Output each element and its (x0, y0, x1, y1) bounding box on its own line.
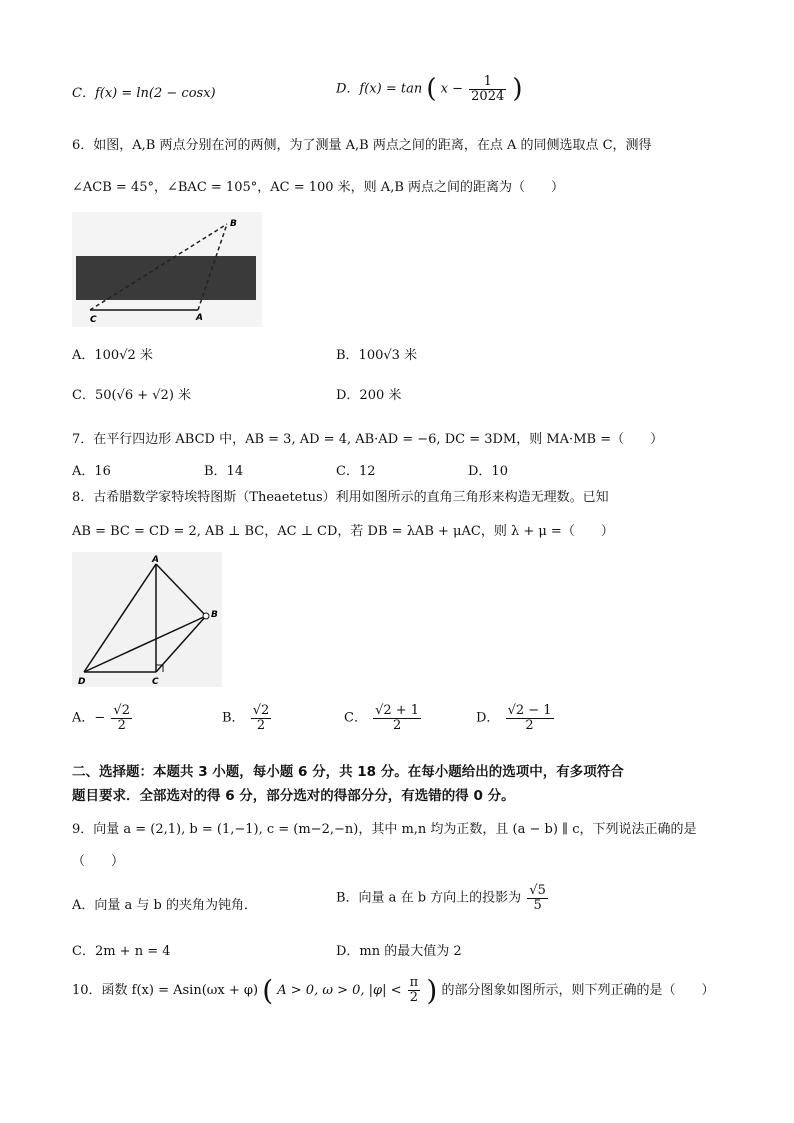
option-fraction (373, 704, 421, 732)
fraction-numerator: √5 (529, 883, 546, 898)
fraction-denominator: 2 (256, 717, 266, 733)
section-2-heading-line2: 题目要求．全部选对的得 6 分，部分选对的得部分分，有选错的得 0 分。 (72, 788, 515, 804)
q7-option-d: D．10 (468, 464, 508, 479)
option-prefix: A．− (72, 710, 106, 726)
q6-river-figure (72, 212, 262, 327)
option-prefix: B．向量 a 在 b 方向上的投影为 (336, 890, 522, 906)
q7-option-a: A．16 (72, 464, 111, 479)
q9-option-a: A．向量 a 与 b 的夹角为钝角． (72, 898, 257, 913)
figure-label-b: B (230, 219, 237, 229)
figure-label-d: D (78, 677, 86, 687)
q5-option-d-prefix: D．f(x) = tan (336, 81, 423, 97)
option-prefix: B． (222, 710, 245, 726)
q8-stem-line2: AB = BC = CD = 2, AB ⊥ BC，AC ⊥ CD，若 DB = λAB + μAC，则 λ + μ =（ ） (72, 524, 614, 539)
figure-label-a: A (152, 555, 159, 565)
fraction-denominator: 2 (117, 717, 126, 733)
q8-option-c (344, 704, 423, 732)
q6-stem-line1: 6．如图，A,B 两点分别在河的两侧，为了测量 A,B 两点之间的距离，在点 A 的同侧选取点 C，测得 (72, 138, 652, 153)
q7-option-b: B．14 (204, 464, 244, 479)
q6-option-b: B．100√3 米 (336, 348, 418, 363)
fraction-numerator: √2 − 1 (507, 703, 552, 718)
fraction-numerator: √2 + 1 (375, 703, 420, 718)
q6-stem-line2: ∠ACB = 45°，∠BAC = 105°，AC = 100 米，则 A,B 两点之间的距离为（ ） (72, 180, 565, 195)
river-band (76, 256, 256, 300)
q10-stem: 10．函数 f(x) = Asin(ωx + φ) ( A > 0, ω > 0, |φ| < $\frac{\pi}{2}$ ) 的部分图象如图所示，则下列正确的是（ ） (72, 974, 715, 1007)
q9-stem-line1: 9．向量 a = (2,1), b = (1,−1), c = (m−2,−n)，其中 m,n 均为正数，且 (a − b) ∥ c，下列说法正确的是 (72, 822, 697, 837)
q8-option-a (72, 704, 134, 732)
option-prefix: C． (344, 710, 367, 726)
fraction-numerator: π (409, 975, 419, 991)
option-fraction (527, 884, 548, 912)
option-prefix: D． (476, 710, 500, 726)
q9-option-d: D．mn 的最大值为 2 (336, 944, 462, 959)
q9-option-b (336, 884, 550, 912)
q7-option-c: C．12 (336, 464, 376, 479)
figure-label-c: C (152, 677, 159, 687)
q10-condition: A > 0, ω > 0, |φ| < (277, 983, 402, 998)
figure-label-c: C (90, 315, 97, 325)
q5-option-d-fraction (469, 75, 506, 103)
q5-option-c: C．f(x) = ln(2 − cosx) (72, 86, 216, 101)
q6-option-d: D．200 米 (336, 388, 402, 403)
option-fraction (111, 704, 132, 732)
q8-option-d (476, 704, 556, 732)
q8-triangle-figure (72, 552, 222, 687)
fraction-denominator: 2 (392, 717, 402, 733)
fraction-denominator: 5 (533, 897, 542, 913)
fraction-denominator: 2024 (471, 88, 505, 104)
q10-function: 10．函数 f(x) = Asin(ωx + φ) (72, 983, 259, 998)
fraction-denominator: 2 (525, 717, 534, 733)
option-fraction (251, 704, 272, 732)
q6-option-c: C．50(√6 + √2) 米 (72, 388, 192, 403)
q6-option-a: A．100√2 米 (72, 348, 153, 363)
fraction-numerator: √2 (113, 703, 130, 718)
fraction-denominator: 2 (409, 990, 419, 1005)
option-fraction (506, 704, 554, 732)
q8-option-b (222, 704, 273, 732)
q10-pi-fraction (408, 976, 421, 1004)
q7-stem: 7．在平行四边形 ABCD 中，AB = 3, AD = 4, AB·AD = −6, DC = 3DM，则 MA·MB =（ ） (72, 432, 664, 447)
q5-option-d: D．f(x) = tan ( x − $\frac{1}{2024}$ ) (336, 73, 523, 104)
q5-option-d-x: x − (440, 81, 464, 97)
q10-suffix: 的部分图象如图所示，则下列正确的是（ ） (441, 983, 715, 998)
fraction-numerator: 1 (469, 75, 506, 90)
q9-option-c: C．2m + n = 4 (72, 944, 171, 959)
q9-stem-line2: （ ） (72, 854, 125, 869)
fraction-numerator: √2 (252, 703, 270, 718)
figure-label-a: A (196, 313, 203, 323)
q8-stem-line1: 8．古希腊数学家特埃特图斯（Theaetetus）利用如图所示的直角三角形来构造无理数。已知 (72, 490, 609, 505)
figure-label-b: B (211, 610, 218, 620)
section-2-heading-line1: 二、选择题：本题共 3 小题，每小题 6 分，共 18 分。在每小题给出的选项中，有多项符合 (72, 764, 624, 780)
